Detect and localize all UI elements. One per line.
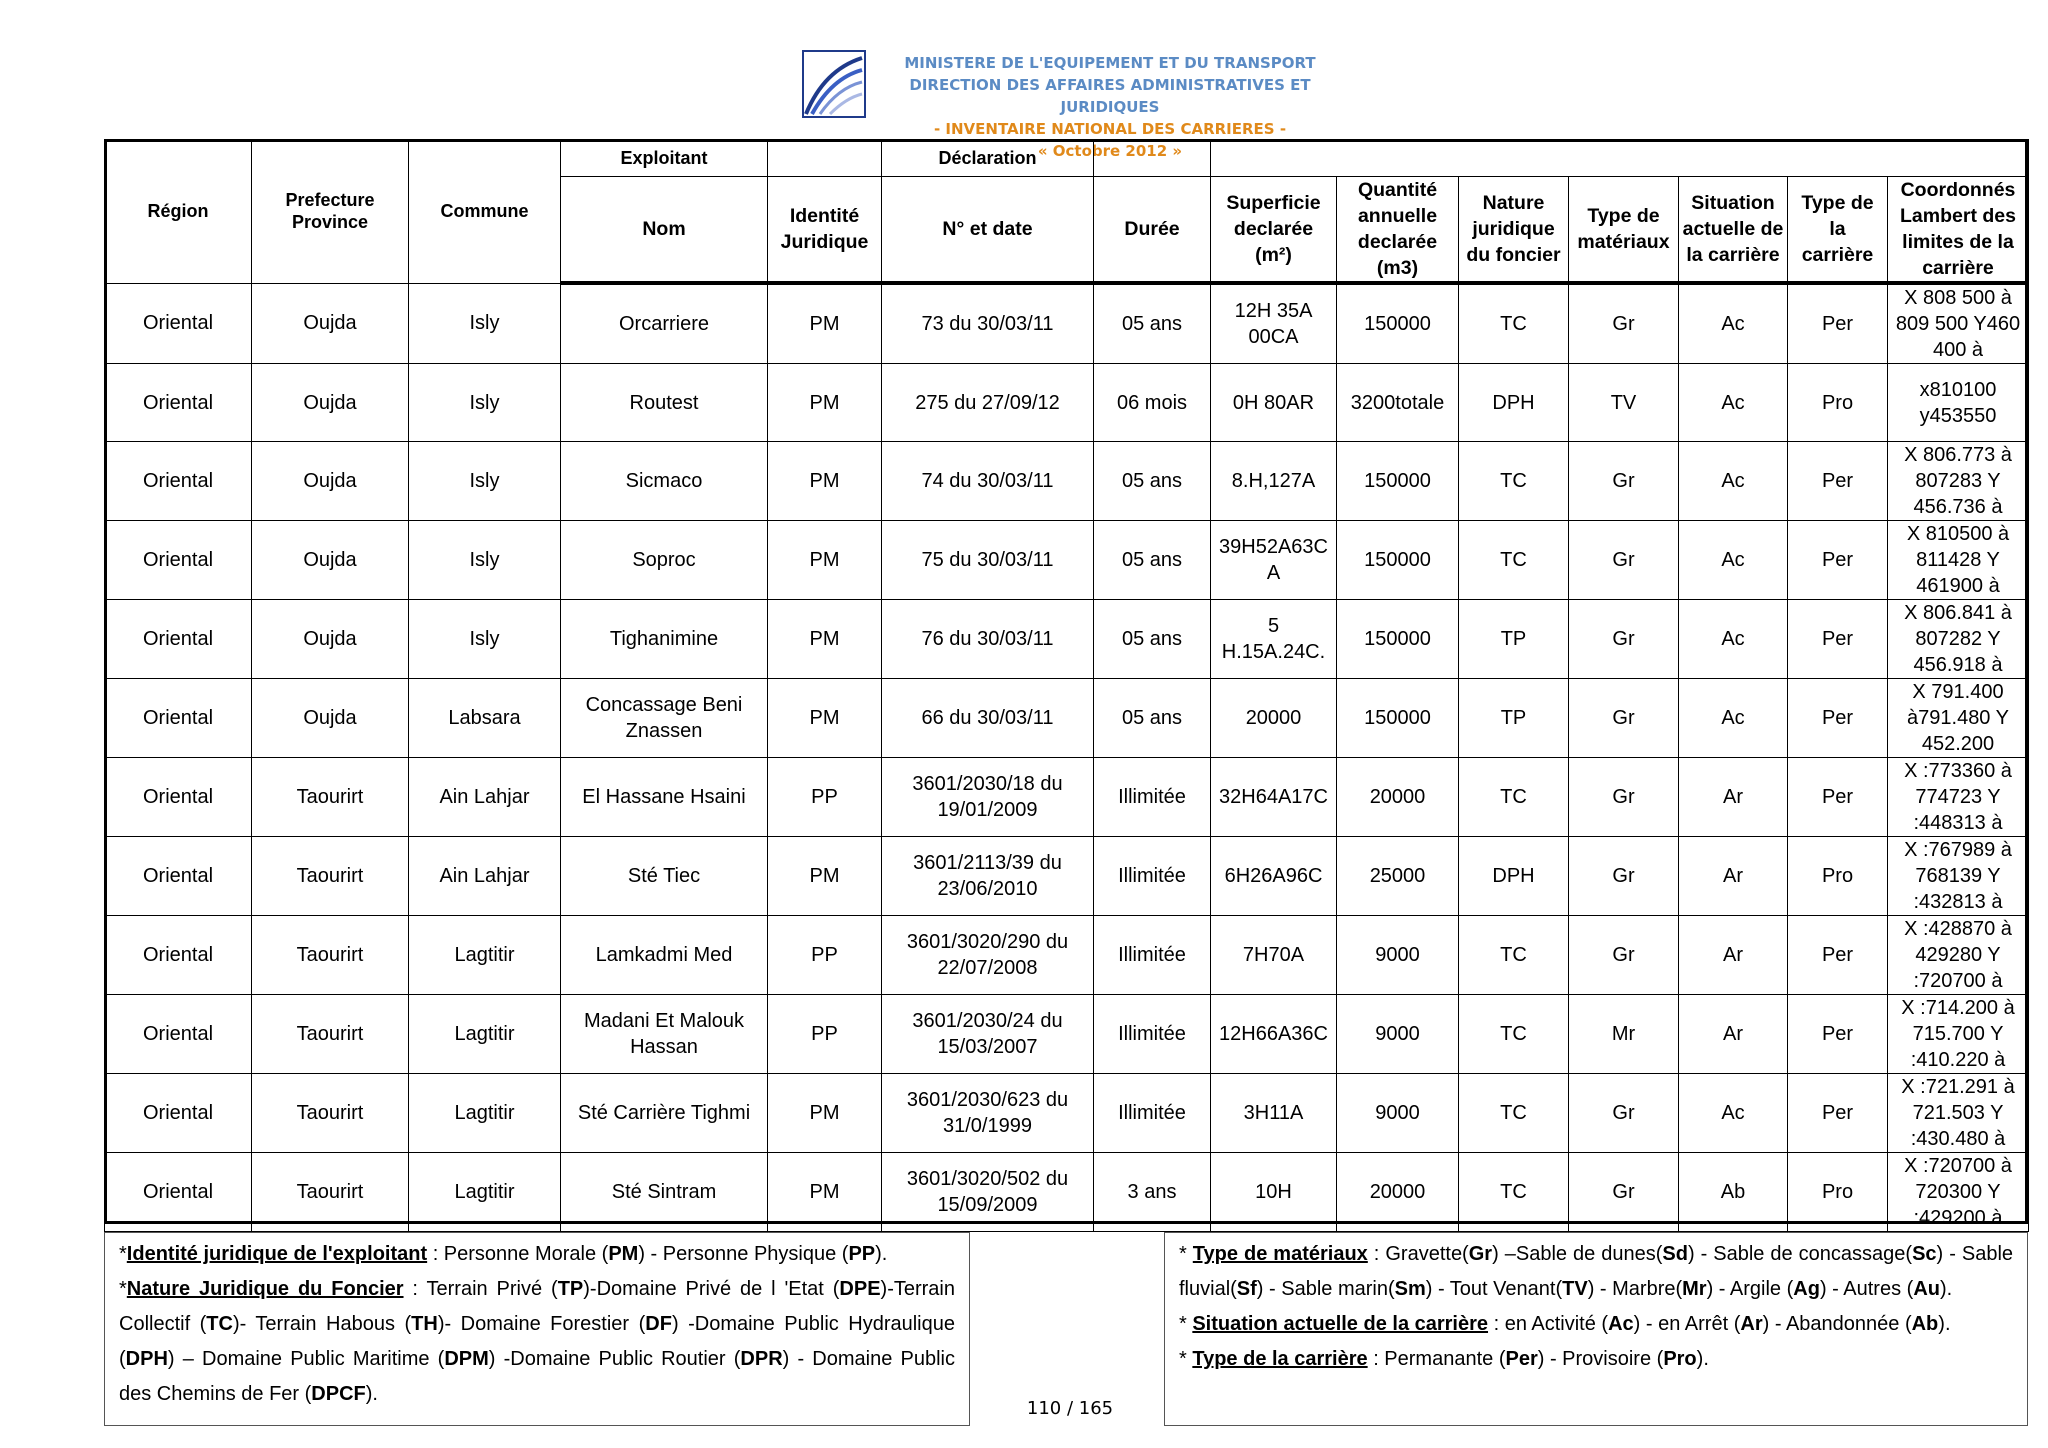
cell-quantite: 150000 — [1337, 679, 1459, 758]
cell-superficie: 12H66A36C — [1211, 995, 1337, 1074]
table-row — [105, 679, 2029, 758]
cell-superficie: 5 H.15A.24C. — [1211, 600, 1337, 679]
cell-type-carriere: Per — [1788, 521, 1888, 600]
cell-superficie: 32H64A17C — [1211, 758, 1337, 837]
cell-commune: Lagtitir — [409, 916, 561, 995]
cell-region: Oriental — [105, 1074, 252, 1153]
cell-numero: 275 du 27/09/12 — [882, 364, 1094, 442]
cell-numero: 3601/2030/24 du 15/03/2007 — [882, 995, 1094, 1074]
cell-nature: TC — [1459, 1153, 1569, 1232]
legend-identite-label: Identité juridique de l'exploitant — [126, 1243, 428, 1265]
legend-nature: *Nature Juridique du Foncier : Terrain Privé (TP)-Domaine Privé de l 'Etat (DPE)-Terrain Collectif (TC)- Terrain Habous (TH)- Domaine Forestier (DF) -Domaine Public Hydraulique (DPH) – Domaine Public Maritime (DPM) -Domaine Public Routier (DPR) - Domaine Public des Chemins de Fer (DPCF). — [119, 1278, 955, 1405]
cell-quantite: 150000 — [1337, 600, 1459, 679]
cell-identite: PM — [768, 1153, 882, 1232]
legend-type-carriere: * Type de la carrière : Permanante (Per) - Provisoire (Pro). — [1179, 1348, 1709, 1370]
cell-duree: Illimitée — [1094, 995, 1211, 1074]
cell-type-carriere: Per — [1788, 679, 1888, 758]
cell-province: Taourirt — [252, 995, 409, 1074]
cell-coordonnees: X 791.400 à791.480 Y 452.200 — [1888, 679, 2029, 758]
cell-quantite: 3200totale — [1337, 364, 1459, 442]
cell-superficie: 6H26A96C — [1211, 837, 1337, 916]
legend-text: : Permanante ( — [1367, 1348, 1506, 1370]
cell-coordonnees: X :428870 à 429280 Y :720700 à — [1888, 916, 2029, 995]
cell-type-carriere: Per — [1788, 758, 1888, 837]
legend-text: ). — [365, 1383, 378, 1405]
legend-code: Sm — [1394, 1278, 1426, 1300]
col-coordonnees: Coordonnés Lambert des limites de la carrière — [1888, 177, 2029, 284]
cell-situation: Ac — [1679, 600, 1788, 679]
legend-code: DPM — [444, 1348, 489, 1370]
header-date: « Octobre 2012 » — [1037, 142, 1183, 160]
cell-quantite: 150000 — [1337, 442, 1459, 521]
cell-coordonnees: X :773360 à 774723 Y :448313 à — [1888, 758, 2029, 837]
cell-nom: Sté Carrière Tighmi — [561, 1074, 768, 1153]
header-inventory: - INVENTAIRE NATIONAL DES CARRIERES - — [933, 120, 1287, 138]
legend-situation-label: Situation actuelle de la carrière — [1192, 1313, 1489, 1335]
legend-text: ). — [875, 1243, 888, 1265]
cell-duree: 06 mois — [1094, 364, 1211, 442]
cell-province: Taourirt — [252, 916, 409, 995]
cell-numero: 73 du 30/03/11 — [882, 283, 1094, 364]
legend-code: DPR — [740, 1348, 783, 1370]
cell-coordonnees: X 806.773 à 807283 Y 456.736 à — [1888, 442, 2029, 521]
cell-province: Oujda — [252, 679, 409, 758]
cell-nature: DPH — [1459, 837, 1569, 916]
legend-text: ). — [1939, 1278, 1953, 1300]
legend-code: Sd — [1662, 1243, 1688, 1265]
legend-identite: *Identité juridique de l'exploitant : Personne Morale (PM) - Personne Physique (PP). — [119, 1243, 888, 1265]
cell-commune: Lagtitir — [409, 1074, 561, 1153]
col-duree: Durée — [1094, 177, 1211, 284]
cell-type-carriere: Per — [1788, 442, 1888, 521]
legend-text: )- Terrain Habous ( — [232, 1313, 412, 1335]
legend-text: ) - Argile ( — [1706, 1278, 1794, 1300]
cell-numero: 74 du 30/03/11 — [882, 442, 1094, 521]
cell-identite: PM — [768, 364, 882, 442]
legend-text: ). — [1696, 1348, 1709, 1370]
cell-province: Oujda — [252, 521, 409, 600]
cell-type-materiaux: TV — [1569, 364, 1679, 442]
cell-superficie: 7H70A — [1211, 916, 1337, 995]
cell-superficie: 10H — [1211, 1153, 1337, 1232]
cell-type-materiaux: Mr — [1569, 995, 1679, 1074]
legend-nature-label: Nature Juridique du Foncier — [126, 1278, 404, 1300]
cell-situation: Ac — [1679, 521, 1788, 600]
cell-identite: PP — [768, 995, 882, 1074]
group-blank-right — [1211, 140, 2029, 177]
legend-code: PM — [608, 1243, 639, 1265]
cell-identite: PP — [768, 916, 882, 995]
legend-situation-segments — [1488, 1313, 1938, 1335]
legend-text: ) - Tout Venant( — [1425, 1278, 1563, 1300]
cell-situation: Ac — [1679, 283, 1788, 364]
cell-coordonnees: X :767989 à 768139 Y :432813 à — [1888, 837, 2029, 916]
cell-nom: Concassage Beni Znassen — [561, 679, 768, 758]
cell-situation: Ar — [1679, 758, 1788, 837]
legend-code: Per — [1505, 1348, 1538, 1370]
legend-text: ) - Marbre( — [1587, 1278, 1683, 1300]
col-nature: Nature juridique du foncier — [1459, 177, 1569, 284]
cell-commune: Labsara — [409, 679, 561, 758]
cell-commune: Lagtitir — [409, 1153, 561, 1232]
table-row — [105, 364, 2029, 442]
col-nom: Nom — [561, 177, 768, 284]
legend-code: DPH — [125, 1348, 168, 1370]
legend-code: Pro — [1663, 1348, 1697, 1370]
group-exploitant-blank — [768, 140, 882, 177]
col-commune: Commune — [409, 140, 561, 284]
table-row — [105, 442, 2029, 521]
legend-code: PP — [848, 1243, 876, 1265]
legend-text: ) - Provisoire ( — [1537, 1348, 1664, 1370]
col-region: Région — [105, 140, 252, 284]
cell-nature: TC — [1459, 916, 1569, 995]
cell-quantite: 150000 — [1337, 283, 1459, 364]
table-row — [105, 283, 2029, 364]
cell-nom: Routest — [561, 364, 768, 442]
cell-nom: Orcarriere — [561, 283, 768, 364]
cell-nature: TC — [1459, 995, 1569, 1074]
group-declaration-blank — [1094, 140, 1211, 177]
cell-type-materiaux: Gr — [1569, 521, 1679, 600]
ministry-logo — [802, 50, 866, 118]
cell-coordonnees: x810100 y453550 — [1888, 364, 2029, 442]
cell-region: Oriental — [105, 837, 252, 916]
cell-region: Oriental — [105, 1153, 252, 1232]
cell-duree: 05 ans — [1094, 600, 1211, 679]
legend-code: TV — [1562, 1278, 1588, 1300]
cell-quantite: 9000 — [1337, 1074, 1459, 1153]
cell-duree: 05 ans — [1094, 442, 1211, 521]
legend-text: : Terrain Privé ( — [403, 1278, 558, 1300]
cell-province: Oujda — [252, 283, 409, 364]
cell-nature: TC — [1459, 283, 1569, 364]
legend-type-materiaux: * Type de matériaux : Gravette(Gr) –Sable de dunes(Sd) - Sable de concassage(Sc) - Sable fluvial(Sf) - Sable marin(Sm) - Tout Venant(TV) - Marbre(Mr) - Argile (Ag) - Autres (Au). — [1179, 1243, 2014, 1300]
legend-text: : en Activité ( — [1488, 1313, 1609, 1335]
cell-province: Taourirt — [252, 1074, 409, 1153]
legend-code: Sc — [1912, 1243, 1937, 1265]
legend-code: DF — [645, 1313, 672, 1335]
cell-coordonnees: X 806.841 à 807282 Y 456.918 à — [1888, 600, 2029, 679]
cell-situation: Ac — [1679, 1074, 1788, 1153]
cell-nature: TC — [1459, 521, 1569, 600]
quarry-inventory-table — [104, 139, 2029, 1232]
legend-code: Gr — [1468, 1243, 1493, 1265]
cell-quantite: 9000 — [1337, 916, 1459, 995]
legend-text: ) - Sable fluvial( — [1179, 1243, 2014, 1300]
table-row — [105, 837, 2029, 916]
legend-text: ) -Domaine Public Hydraulique ( — [119, 1313, 955, 1370]
cell-type-materiaux: Gr — [1569, 283, 1679, 364]
cell-type-carriere: Per — [1788, 995, 1888, 1074]
cell-identite: PM — [768, 600, 882, 679]
legend-code: Au — [1913, 1278, 1940, 1300]
cell-nature: DPH — [1459, 364, 1569, 442]
cell-numero: 3601/3020/290 du 22/07/2008 — [882, 916, 1094, 995]
legend-type-carriere-label: Type de la carrière — [1192, 1348, 1368, 1370]
legend-text: ) - Personne Physique ( — [638, 1243, 849, 1265]
cell-province: Taourirt — [252, 758, 409, 837]
cell-nom: Sté Tiec — [561, 837, 768, 916]
legend-text: ) - Sable marin( — [1256, 1278, 1395, 1300]
cell-duree: Illimitée — [1094, 837, 1211, 916]
legend-code: Mr — [1682, 1278, 1707, 1300]
legend-code: DPE — [839, 1278, 881, 1300]
cell-nom: Soproc — [561, 521, 768, 600]
cell-quantite: 20000 — [1337, 1153, 1459, 1232]
cell-numero: 66 du 30/03/11 — [882, 679, 1094, 758]
cell-coordonnees: X 810500 à 811428 Y 461900 à — [1888, 521, 2029, 600]
legend-text: : Personne Morale ( — [427, 1243, 609, 1265]
cell-type-carriere: Per — [1788, 916, 1888, 995]
cell-duree: 05 ans — [1094, 521, 1211, 600]
cell-nature: TP — [1459, 679, 1569, 758]
legend-code: TP — [557, 1278, 584, 1300]
cell-coordonnees: X :720700 à 720300 Y :429200 à — [1888, 1153, 2029, 1232]
legend-left — [104, 1232, 970, 1426]
cell-quantite: 150000 — [1337, 521, 1459, 600]
legend-code: DPCF — [311, 1383, 366, 1405]
legend-code: Ar — [1740, 1313, 1763, 1335]
cell-region: Oriental — [105, 364, 252, 442]
cell-coordonnees: X :721.291 à 721.503 Y :430.480 à — [1888, 1074, 2029, 1153]
cell-province: Taourirt — [252, 1153, 409, 1232]
legend-type-carriere-segments — [1368, 1348, 1697, 1370]
cell-type-materiaux: Gr — [1569, 1074, 1679, 1153]
cell-nom: El Hassane Hsaini — [561, 758, 768, 837]
cell-commune: Isly — [409, 283, 561, 364]
cell-commune: Isly — [409, 521, 561, 600]
cell-superficie: 3H11A — [1211, 1074, 1337, 1153]
table-row — [105, 1074, 2029, 1153]
table-row — [105, 600, 2029, 679]
cell-nom: Tighanimine — [561, 600, 768, 679]
legend-text: ) - Domaine Public des Chemins de Fer ( — [119, 1348, 955, 1405]
cell-type-materiaux: Gr — [1569, 758, 1679, 837]
cell-nom: Lamkadmi Med — [561, 916, 768, 995]
legend-text: ) - Autres ( — [1819, 1278, 1914, 1300]
legend-code: Ab — [1911, 1313, 1939, 1335]
cell-duree: 05 ans — [1094, 679, 1211, 758]
cell-situation: Ar — [1679, 995, 1788, 1074]
cell-duree: 3 ans — [1094, 1153, 1211, 1232]
cell-province: Oujda — [252, 600, 409, 679]
cell-type-carriere: Pro — [1788, 364, 1888, 442]
cell-quantite: 9000 — [1337, 995, 1459, 1074]
group-header-row — [105, 140, 2029, 177]
cell-situation: Ar — [1679, 837, 1788, 916]
cell-identite: PM — [768, 521, 882, 600]
cell-region: Oriental — [105, 283, 252, 364]
col-type-materiaux: Type de matériaux — [1569, 177, 1679, 284]
cell-type-materiaux: Gr — [1569, 837, 1679, 916]
legend-text: : Gravette( — [1367, 1243, 1469, 1265]
page-number: 110 / 165 — [1026, 1398, 1114, 1419]
cell-region: Oriental — [105, 600, 252, 679]
cell-region: Oriental — [105, 679, 252, 758]
legend-code: TH — [411, 1313, 438, 1335]
cell-type-materiaux: Gr — [1569, 679, 1679, 758]
legend-text: ) - en Arrêt ( — [1633, 1313, 1741, 1335]
cell-region: Oriental — [105, 521, 252, 600]
group-declaration: Déclaration — [882, 140, 1094, 177]
table-row — [105, 916, 2029, 995]
col-quantite: Quantité annuelle declarée (m3) — [1337, 177, 1459, 284]
cell-type-carriere: Per — [1788, 600, 1888, 679]
col-province: Prefecture Province — [252, 140, 409, 284]
cell-duree: Illimitée — [1094, 1074, 1211, 1153]
cell-region: Oriental — [105, 916, 252, 995]
cell-coordonnees: X :714.200 à 715.700 Y :410.220 à — [1888, 995, 2029, 1074]
cell-nom: Sicmaco — [561, 442, 768, 521]
legend-code: Ag — [1793, 1278, 1820, 1300]
cell-commune: Lagtitir — [409, 995, 561, 1074]
legend-code: TC — [206, 1313, 233, 1335]
cell-numero: 3601/3020/502 du 15/09/2009 — [882, 1153, 1094, 1232]
cell-type-carriere: Pro — [1788, 1153, 1888, 1232]
legend-text: ) - Sable de concassage( — [1687, 1243, 1913, 1265]
cell-superficie: 39H52A63C A — [1211, 521, 1337, 600]
cell-commune: Isly — [409, 364, 561, 442]
cell-duree: Illimitée — [1094, 758, 1211, 837]
cell-situation: Ac — [1679, 364, 1788, 442]
cell-type-carriere: Per — [1788, 1074, 1888, 1153]
cell-superficie: 12H 35A 00CA — [1211, 283, 1337, 364]
cell-type-carriere: Pro — [1788, 837, 1888, 916]
cell-nom: Madani Et Malouk Hassan — [561, 995, 768, 1074]
legend-text: )- Domaine Forestier ( — [437, 1313, 646, 1335]
cell-duree: 05 ans — [1094, 283, 1211, 364]
col-situation: Situation actuelle de la carrière — [1679, 177, 1788, 284]
cell-numero: 3601/2030/18 du 19/01/2009 — [882, 758, 1094, 837]
cell-quantite: 25000 — [1337, 837, 1459, 916]
cell-identite: PP — [768, 758, 882, 837]
cell-nom: Sté Sintram — [561, 1153, 768, 1232]
cell-identite: PM — [768, 442, 882, 521]
cell-nature: TC — [1459, 758, 1569, 837]
cell-commune: Isly — [409, 600, 561, 679]
col-identite: Identité Juridique — [768, 177, 882, 284]
cell-type-materiaux: Gr — [1569, 916, 1679, 995]
cell-identite: PM — [768, 679, 882, 758]
cell-province: Oujda — [252, 442, 409, 521]
cell-region: Oriental — [105, 995, 252, 1074]
cell-region: Oriental — [105, 442, 252, 521]
cell-type-carriere: Per — [1788, 283, 1888, 364]
table-row — [105, 995, 2029, 1074]
cell-superficie: 8.H,127A — [1211, 442, 1337, 521]
legend-situation: * Situation actuelle de la carrière : en Activité (Ac) - en Arrêt (Ar) - Abandonnée (Ab). — [1179, 1313, 1951, 1335]
header-direction: DIRECTION DES AFFAIRES ADMINISTRATIVES ET JURIDIQUES — [909, 76, 1311, 116]
cell-situation: Ac — [1679, 679, 1788, 758]
header-ministry: MINISTERE DE L'EQUIPEMENT ET DU TRANSPORT — [904, 54, 1316, 72]
col-type-carriere: Type de la carrière — [1788, 177, 1888, 284]
cell-type-materiaux: Gr — [1569, 442, 1679, 521]
cell-situation: Ac — [1679, 442, 1788, 521]
cell-identite: PM — [768, 837, 882, 916]
legend-code: Ac — [1608, 1313, 1634, 1335]
legend-code: Sf — [1236, 1278, 1257, 1300]
table-row — [105, 1153, 2029, 1232]
legend-text: ) -Domaine Public Routier ( — [488, 1348, 741, 1370]
cell-nature: TC — [1459, 442, 1569, 521]
legend-text: ) - Abandonnée ( — [1762, 1313, 1912, 1335]
legend-text: ) –Sable de dunes( — [1492, 1243, 1663, 1265]
cell-numero: 3601/2030/623 du 31/0/1999 — [882, 1074, 1094, 1153]
cell-commune: Isly — [409, 442, 561, 521]
cell-nature: TP — [1459, 600, 1569, 679]
cell-nature: TC — [1459, 1074, 1569, 1153]
cell-numero: 75 du 30/03/11 — [882, 521, 1094, 600]
cell-situation: Ab — [1679, 1153, 1788, 1232]
cell-commune: Ain Lahjar — [409, 837, 561, 916]
legend-text: ). — [1938, 1313, 1951, 1335]
legend-type-materiaux-label: Type de matériaux — [1192, 1243, 1368, 1265]
cell-coordonnees: X 808 500 à 809 500 Y460 400 à — [1888, 283, 2029, 364]
col-superficie: Superficie declarée (m²) — [1211, 177, 1337, 284]
cell-quantite: 20000 — [1337, 758, 1459, 837]
legend-right — [1164, 1232, 2028, 1426]
table-row — [105, 758, 2029, 837]
cell-region: Oriental — [105, 758, 252, 837]
cell-superficie: 20000 — [1211, 679, 1337, 758]
legend-text: ) – Domaine Public Maritime ( — [167, 1348, 445, 1370]
cell-province: Taourirt — [252, 837, 409, 916]
cell-province: Oujda — [252, 364, 409, 442]
legend-text: )-Terrain Collectif ( — [119, 1278, 955, 1335]
cell-type-materiaux: Gr — [1569, 600, 1679, 679]
cell-commune: Ain Lahjar — [409, 758, 561, 837]
cell-identite: PM — [768, 283, 882, 364]
col-numero: N° et date — [882, 177, 1094, 284]
cell-numero: 76 du 30/03/11 — [882, 600, 1094, 679]
cell-identite: PM — [768, 1074, 882, 1153]
cell-superficie: 0H 80AR — [1211, 364, 1337, 442]
cell-duree: Illimitée — [1094, 916, 1211, 995]
cell-situation: Ar — [1679, 916, 1788, 995]
legend-text: )-Domaine Privé de l 'Etat ( — [583, 1278, 840, 1300]
table-row — [105, 521, 2029, 600]
cell-type-materiaux: Gr — [1569, 1153, 1679, 1232]
group-exploitant: Exploitant — [561, 140, 768, 177]
cell-numero: 3601/2113/39 du 23/06/2010 — [882, 837, 1094, 916]
